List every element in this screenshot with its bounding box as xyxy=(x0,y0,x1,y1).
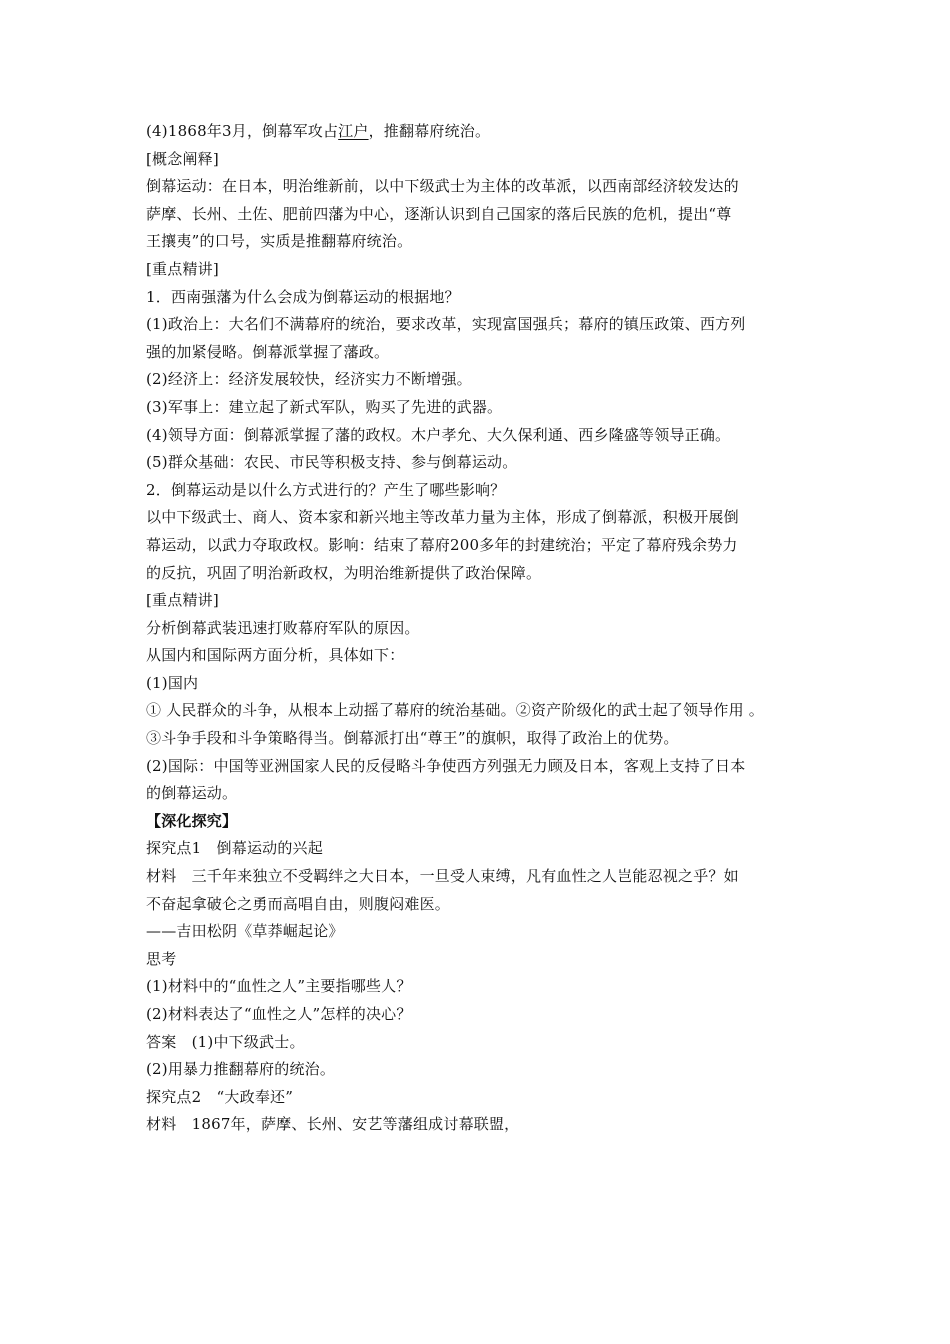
section-label: [重点精讲] xyxy=(146,259,219,278)
underlined-term: 江户 xyxy=(338,122,369,140)
paragraph-line: (1)国内 xyxy=(146,673,199,692)
answer-line: (2)用暴力推翻幕府的统治。 xyxy=(146,1060,336,1079)
paragraph-line: 的倒幕运动。 xyxy=(146,784,238,803)
section-heading-bold: 【深化探究】 xyxy=(146,811,238,830)
subsection-heading: 探究点2 “大政奉还” xyxy=(146,1087,294,1106)
paragraph-line: 倒幕运动：在日本，明治维新前，以中下级武士为主体的改革派，以西南部经济较发达的 xyxy=(146,177,739,196)
paragraph-line: (3)军事上：建立起了新式军队，购买了先进的武器。 xyxy=(146,397,503,416)
answer-line: 答案 (1)中下级武士。 xyxy=(146,1032,305,1051)
paragraph-line: 强的加紧侵略。倒幕派掌握了藩政。 xyxy=(146,342,390,361)
paragraph-line: 材料 三千年来独立不受羁绊之大日本，一旦受人束缚，凡有血性之人岂能忍视之乎？如 xyxy=(146,867,739,886)
section-label: [概念阐释] xyxy=(146,149,219,168)
text-span: ，推翻幕府统治。 xyxy=(368,122,491,140)
paragraph-line: (5)群众基础：农民、市民等积极支持、参与倒幕运动。 xyxy=(146,453,518,472)
paragraph-line: (2)国际：中国等亚洲国家人民的反侵略斗争使西方列强无力顾及日本，客观上支持了日本 xyxy=(146,756,746,775)
section-label: [重点精讲] xyxy=(146,591,219,610)
paragraph-line: (4)领导方面：倒幕派掌握了藩的政权。木户孝允、大久保利通、西乡隆盛等领导正确。 xyxy=(146,425,731,444)
paragraph-line: 从国内和国际两方面分析，具体如下： xyxy=(146,646,405,665)
text-line xyxy=(146,118,816,146)
paragraph-line: (1)材料中的“血性之人”主要指哪些人？ xyxy=(146,977,412,996)
paragraph-line: 萨摩、长州、土佐、肥前四藩为中心，逐渐认识到自己国家的落后民族的危机，提出“尊 xyxy=(146,204,732,223)
question-heading: 1．西南强藩为什么会成为倒幕运动的根据地？ xyxy=(146,287,460,306)
document-page xyxy=(146,118,816,1139)
paragraph-line: ③斗争手段和斗争策略得当。倒幕派打出“尊王”的旗帜，取得了政治上的优势。 xyxy=(146,729,679,748)
paragraph-line: 思考 xyxy=(146,949,177,968)
paragraph-line: 的反抗，巩固了明治新政权，为明治维新提供了政治保障。 xyxy=(146,563,542,582)
paragraph-line: 材料 1867年，萨摩、长州、安艺等藩组成讨幕联盟， xyxy=(146,1115,520,1134)
paragraph-line: 分析倒幕武装迅速打败幕府军队的原因。 xyxy=(146,618,420,637)
citation: ——吉田松阴《草莽崛起论》 xyxy=(146,922,344,941)
paragraph-line: 幕运动，以武力夺取政权。影响：结束了幕府200多年的封建统治；平定了幕府残余势力 xyxy=(146,535,738,554)
text-span: (4)1868年3月，倒幕军攻占 xyxy=(146,122,339,140)
paragraph-line: 王攘夷”的口号，实质是推翻幕府统治。 xyxy=(146,232,413,251)
paragraph-line: (1)政治上：大名们不满幕府的统治，要求改革，实现富国强兵；幕府的镇压政策、西方列 xyxy=(146,315,746,334)
paragraph-line: 以中下级武士、商人、资本家和新兴地主等改革力量为主体，形成了倒幕派，积极开展倒 xyxy=(146,508,739,527)
subsection-heading: 探究点1 倒幕运动的兴起 xyxy=(146,839,323,858)
paragraph-line: 不奋起拿破仑之勇而高唱自由，则腹闷难医。 xyxy=(146,894,451,913)
paragraph-line: (2)材料表达了“血性之人”怎样的决心？ xyxy=(146,1005,412,1023)
question-heading: 2．倒幕运动是以什么方式进行的？产生了哪些影响？ xyxy=(146,480,506,499)
paragraph-line: (2)经济上：经济发展较快，经济实力不断增强。 xyxy=(146,370,472,389)
paragraph-line: ① 人民群众的斗争，从根本上动摇了幕府的统治基础。②资产阶级化的武士起了领导作用 。 xyxy=(146,701,764,720)
